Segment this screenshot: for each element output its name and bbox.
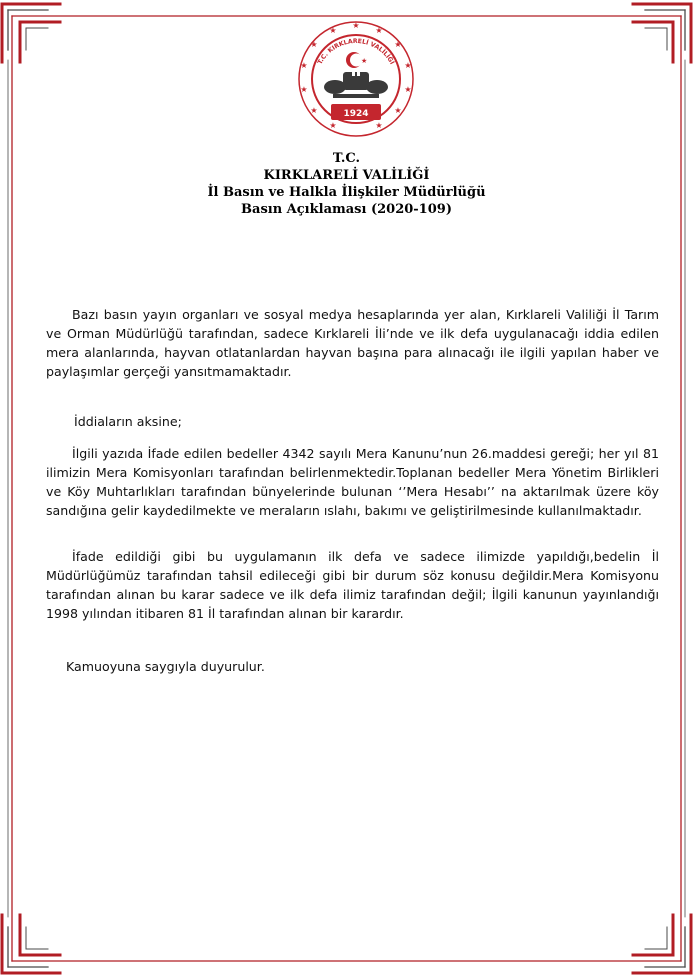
governorate-logo [297, 20, 415, 138]
svg-text:★: ★ [404, 85, 412, 94]
svg-text:★: ★ [394, 40, 402, 49]
document-header [0, 150, 693, 218]
paragraph-4: İfade edildiği gibi bu uygulamanın ilk defa ve sadece ilimizde yapıldığı,bedelin İl Müdürlüğümüz tarafından tahsil edileceği gibi bir durum söz konusu değildir.Mera Komisyonu tarafından alınan bu karar sadece ve ilk defa ilimiz tarafından değil; İlgili kanunun yayınlandığı 1998 yılından itibaren 81 İl tarafından alınan bir karardır. [46, 549, 659, 621]
corner-ornament-top-right [633, 4, 691, 62]
paragraph-2: İddiaların aksine; [74, 414, 182, 429]
corner-ornament-top-left [2, 4, 60, 62]
svg-text:★: ★ [300, 61, 308, 70]
header-line-press-release: Basın Açıklaması (2020-109) [241, 202, 452, 217]
svg-text:★: ★ [394, 106, 402, 115]
svg-text:★: ★ [329, 26, 337, 35]
logo-ring-text: T.C. KIRKLARELİ VALİLİĞİ [316, 37, 396, 66]
svg-text:★: ★ [329, 121, 337, 130]
closing-line: Kamuoyuna saygıyla duyurulur. [66, 659, 265, 674]
svg-text:★: ★ [375, 26, 383, 35]
svg-text:★: ★ [352, 21, 360, 30]
logo-year: 1924 [343, 109, 369, 119]
svg-text:★: ★ [300, 85, 308, 94]
header-line-governorate: KIRKLARELİ VALİLİĞİ [263, 168, 430, 183]
svg-text:★: ★ [310, 106, 318, 115]
corner-ornament-bottom-left [2, 915, 60, 973]
paragraph-1: Bazı basın yayın organları ve sosyal medya hesaplarında yer alan, Kırklareli Valiliği İl Tarım ve Orman Müdürlüğü tarafından, sadece Kırklareli İli’nde ve ilk defa uygulanacağı iddia edilen mera alanlarında, hayvan otlatanlardan hayvan başına para alınacağı ile ilgili yapılan haber ve paylaşımlar gerçeği yansıtmamaktadır. [46, 307, 659, 379]
svg-text:★: ★ [361, 57, 368, 65]
svg-text:★: ★ [404, 61, 412, 70]
paragraph-3: İlgili yazıda İfade edilen bedeller 4342 sayılı Mera Kanunu’nun 26.maddesi gereği; her yıl 81 ilimizin Mera Komisyonları tarafından belirlenmektedir.Toplanan bedeller Mera Yönetim Birlikleri ve Köy Muhtarlıkları tarafından bünyelerinde bulunan ‘’Mera Hesabı’’ na aktarılmak üzere köy sandığına gelir kaydedilmekte ve meraların ıslahı, bakımı ve geliştirilmesinde kullanılmaktadır. [46, 446, 659, 518]
svg-text:★: ★ [310, 40, 318, 49]
svg-text:★: ★ [375, 121, 383, 130]
header-line-tc: T.C. [332, 151, 361, 166]
corner-ornament-bottom-right [633, 915, 691, 973]
header-line-directorate: İl Basın ve Halkla İlişkiler Müdürlüğü [207, 185, 486, 200]
